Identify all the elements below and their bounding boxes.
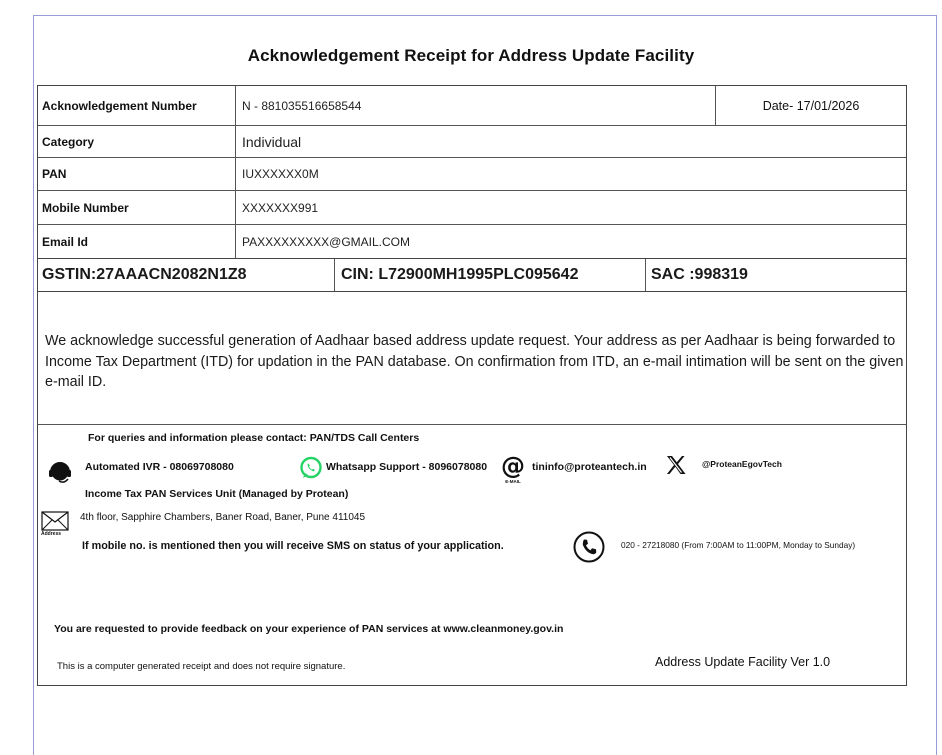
address-icon-caption: Address — [41, 531, 62, 537]
category-value: Individual — [242, 133, 302, 150]
headset-icon — [47, 459, 73, 485]
pan-value: IUXXXXXX0M — [242, 167, 319, 181]
ack-date: Date- 17/01/2026 — [715, 86, 906, 125]
office-address: 4th floor, Sapphire Chambers, Baner Road, Baner, Pune 411045 — [80, 512, 366, 523]
sms-note: If mobile no. is mentioned then you will receive SMS on status of your application. — [82, 540, 504, 552]
facility-version: Address Update Facility Ver 1.0 — [655, 655, 831, 669]
ivr-number: Automated IVR - 08069708080 — [85, 461, 234, 473]
email-value: PAXXXXXXXXX@GMAIL.COM — [242, 234, 411, 249]
pan-label: PAN — [38, 158, 236, 190]
svg-text:@: @ — [501, 453, 525, 479]
whatsapp-icon — [299, 456, 323, 480]
x-twitter-icon — [665, 454, 687, 476]
email-icon — [500, 453, 526, 487]
cin: CIN: L72900MH1995PLC095642 — [335, 259, 646, 291]
email-row — [38, 225, 906, 259]
computer-generated-note: This is a computer generated receipt and does not require signature. — [57, 661, 346, 672]
category-label: Category — [38, 126, 236, 157]
email-icon-caption: E-MAIL — [505, 479, 521, 484]
call-center-phone: 020 - 27218080 (From 7:00AM to 11:00PM, Monday to Sunday) — [621, 540, 856, 550]
envelope-icon — [41, 511, 69, 539]
twitter-handle[interactable]: @ProteanEgovTech — [702, 459, 782, 469]
support-email[interactable]: tininfo@proteantech.in — [532, 461, 647, 473]
category-row — [38, 126, 906, 158]
email-label: Email Id — [38, 225, 236, 258]
pan-row — [38, 158, 906, 191]
section-divider — [38, 424, 906, 425]
gstin: GSTIN:27AAACN2082N1Z8 — [38, 259, 335, 291]
ack-row — [38, 86, 906, 126]
mobile-value: XXXXXXX991 — [242, 200, 319, 215]
mobile-label: Mobile Number — [38, 191, 236, 224]
contact-heading: For queries and information please contact: PAN/TDS Call Centers — [88, 432, 420, 444]
feedback-note: You are requested to provide feedback on your experience of PAN services at www.cleanmoney.gov.in — [54, 623, 564, 635]
whatsapp-support: Whatsapp Support - 8096078080 — [326, 461, 488, 473]
mobile-row — [38, 191, 906, 225]
ack-label: Acknowledgement Number — [38, 86, 236, 125]
tax-id-row — [38, 259, 906, 292]
phone-icon — [573, 531, 605, 563]
receipt-table — [37, 85, 907, 686]
sac: SAC :998319 — [651, 266, 748, 283]
acknowledgement-message: We acknowledge successful generation of Aadhaar based address update request. Your address as per Aadhaar is being forwarded to Income Tax Department (ITD) for updation in the PAN database. On confirmation from ITD, an e-mail intimation will be sent on the given e-mail ID. — [45, 333, 904, 390]
receipt-title: Acknowledgement Receipt for Address Update Facility — [247, 46, 695, 65]
pan-services-unit: Income Tax PAN Services Unit (Managed by Protean) — [85, 488, 349, 500]
ack-number: N - 881035516658544 — [242, 98, 362, 113]
